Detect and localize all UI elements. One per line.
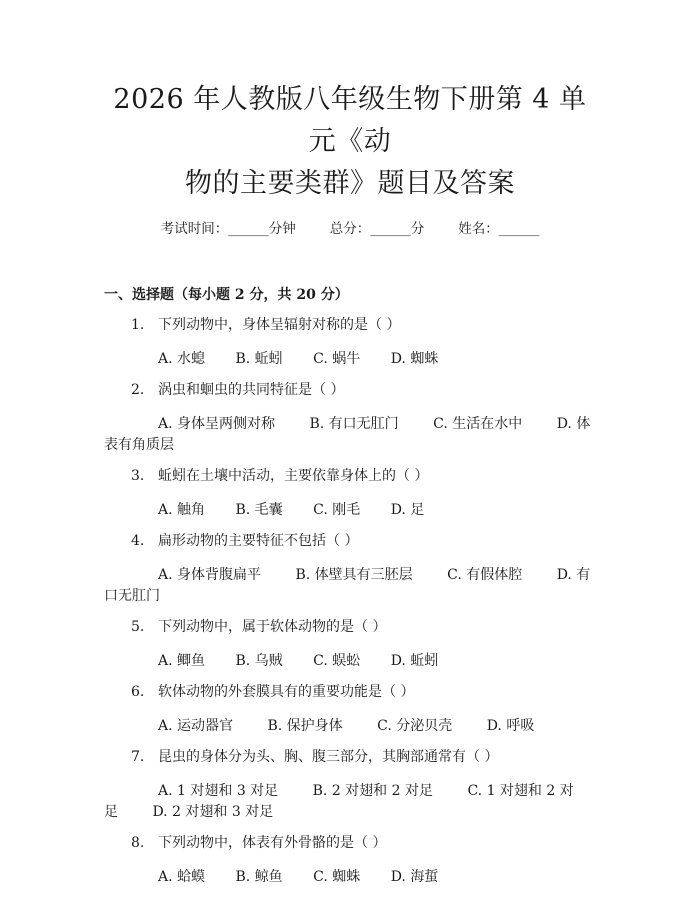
- question-options: [104, 349, 596, 370]
- question-text: 扁形动物的主要特征不包括（ ）: [158, 533, 359, 549]
- question-item: [104, 380, 596, 456]
- question-number: 1.: [131, 317, 145, 333]
- question-options: [104, 500, 596, 521]
- option-b: B. 2 对翅和 2 对足: [312, 783, 433, 799]
- total-score-field: 总分：______分: [329, 221, 425, 237]
- option-c: C. 蜘蛛: [313, 869, 361, 885]
- option-b: B. 毛囊: [235, 502, 283, 518]
- option-d: D. 蚯蚓: [390, 653, 439, 669]
- question-item: [104, 531, 596, 607]
- question-options: [104, 781, 596, 823]
- question-stem: [104, 747, 596, 768]
- option-c: C. 生活在水中: [433, 416, 523, 432]
- question-options: [104, 867, 596, 888]
- option-a: A. 身体背腹扁平: [158, 567, 262, 583]
- question-stem: [104, 380, 596, 401]
- question-item: [104, 747, 596, 823]
- option-d: D. 足: [390, 502, 425, 518]
- option-a: A. 蛤蟆: [158, 869, 206, 885]
- question-item: [104, 682, 596, 737]
- question-number: 5.: [131, 619, 145, 635]
- question-stem: [104, 833, 596, 854]
- option-c: C. 有假体腔: [447, 567, 523, 583]
- option-c: C. 分泌贝壳: [377, 718, 453, 734]
- option-a: A. 身体呈两侧对称: [158, 416, 276, 432]
- question-text: 昆虫的身体分为头、胸、腹三部分，其胸部通常有（ ）: [158, 749, 499, 765]
- option-a: A. 1 对翅和 3 对足: [158, 783, 279, 799]
- option-d: D. 呼吸: [486, 718, 535, 734]
- question-stem: [104, 682, 596, 703]
- question-options: [104, 414, 596, 456]
- question-number: 3.: [131, 468, 145, 484]
- option-b: B. 蚯蚓: [235, 351, 283, 367]
- title-line-1: 2026 年人教版八年级生物下册第 4 单元《动: [113, 84, 587, 157]
- question-item: [104, 466, 596, 521]
- question-text: 下列动物中，属于软体动物的是（ ）: [158, 619, 387, 635]
- question-number: 7.: [131, 749, 145, 765]
- option-c: C. 蜈蚣: [313, 653, 361, 669]
- question-text: 蚯蚓在土壤中活动，主要依靠身体上的（ ）: [158, 468, 429, 484]
- option-b: B. 保护身体: [267, 718, 343, 734]
- option-c: C. 蜗牛: [313, 351, 361, 367]
- question-number: 8.: [131, 835, 145, 851]
- question-number: 6.: [131, 684, 145, 700]
- option-a: A. 触角: [158, 502, 206, 518]
- question-options: [104, 651, 596, 672]
- question-stem: [104, 531, 596, 552]
- question-number: 4.: [131, 533, 145, 549]
- question-number: 2.: [131, 382, 145, 398]
- option-a: A. 运动器官: [158, 718, 234, 734]
- exam-meta: [104, 219, 596, 239]
- option-d: D. 2 对翅和 3 对足: [152, 804, 274, 820]
- option-b: B. 乌贼: [235, 653, 283, 669]
- student-name-field: 姓名：______: [458, 221, 540, 237]
- question-stem: [104, 466, 596, 487]
- option-b: B. 体壁具有三胚层: [295, 567, 413, 583]
- question-item: [104, 617, 596, 672]
- section-heading-multiple-choice: 一、选择题（每小题 2 分，共 20 分）: [104, 287, 349, 303]
- option-d: D. 海蜇: [390, 869, 439, 885]
- exam-time-field: 考试时间：______分钟: [160, 221, 296, 237]
- option-a: A. 水螅: [158, 351, 206, 367]
- option-b: B. 有口无肛门: [309, 416, 399, 432]
- question-stem: [104, 617, 596, 638]
- question-stem: [104, 315, 596, 336]
- question-text: 软体动物的外套膜具有的重要功能是（ ）: [158, 684, 415, 700]
- question-text: 下列动物中，身体呈辐射对称的是（ ）: [158, 317, 401, 333]
- option-d: D. 体表有角质层: [104, 416, 591, 453]
- option-d: D. 有口无肛门: [104, 567, 591, 604]
- option-a: A. 鲫鱼: [158, 653, 206, 669]
- question-item: [104, 833, 596, 888]
- title-line-2: 物的主要类群》题目及答案: [185, 168, 515, 199]
- option-c: C. 1 对翅和 2 对足: [104, 783, 574, 820]
- question-text: 下列动物中，体表有外骨骼的是（ ）: [158, 835, 387, 851]
- option-c: C. 刚毛: [313, 502, 361, 518]
- page-title: [104, 0, 596, 205]
- question-options: [104, 716, 596, 737]
- question-item: [104, 315, 596, 370]
- option-d: D. 蜘蛛: [390, 351, 439, 367]
- question-text: 涡虫和蛔虫的共同特征是（ ）: [158, 382, 345, 398]
- question-options: [104, 565, 596, 607]
- option-b: B. 鲸鱼: [235, 869, 283, 885]
